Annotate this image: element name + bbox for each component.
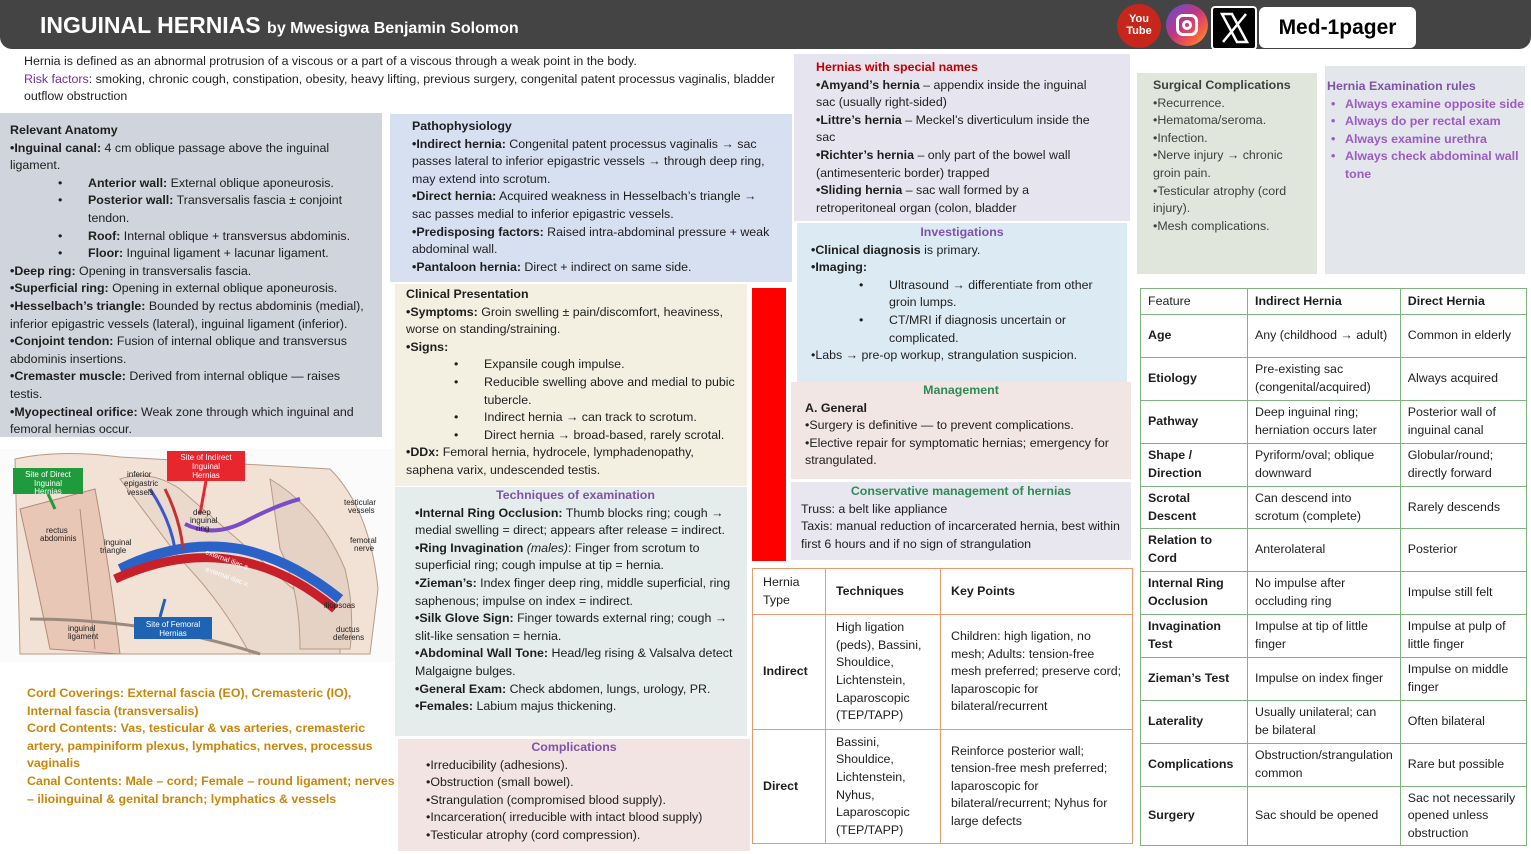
table-cell: Impulse still felt [1400,572,1526,615]
table-cell: Usually unilateral; can be bilateral [1248,701,1401,744]
patho-title: Pathophysiology [412,119,512,133]
cord-coverings [27,685,395,808]
table-row [1141,401,1527,444]
table-row [1141,615,1527,658]
red-accent-bar [752,288,786,561]
table-row [1141,529,1527,572]
imaging-label: •Imaging: [811,260,867,275]
list-item: Canal Contents: Male – cord; Female – round ligament; nerves – ilioinguinal & genital branch; lymphatics & vessels [27,773,395,806]
svg-text:ligament: ligament [68,632,99,641]
list-item: •Internal Ring Occlusion: Thumb blocks ring; cough → medial swelling = direct; appears after release = indirect. [415,505,725,538]
list-item: •Testicular atrophy (cord compression). [426,827,641,842]
table-row [1141,701,1527,744]
instagram-icon[interactable] [1166,4,1208,46]
svg-text:Hernias: Hernias [34,487,62,496]
list-item: •Obstruction (small bowel). [426,775,574,790]
list-item: •Richter’s hernia – only part of the bowel wall (antimesenteric border) trapped [816,147,1071,180]
table-row [1141,744,1527,787]
table-cell: Impulse on index finger [1248,658,1401,701]
table-cell: Etiology [1141,358,1248,401]
table-cell: Bassini, Shouldice, Lichtenstein, Nyhus, Laparoscopic (TEP/TAPP) [826,730,941,844]
column-header: Feature [1141,289,1248,315]
surgical-complications-panel [1137,73,1317,274]
table-cell: Impulse at tip of little finger [1248,615,1401,658]
conservative-title: Conservative management of hernias [850,484,1072,498]
svg-text:triangle: triangle [100,546,127,555]
list-item: Cord Contents: Vas, testicular & vas arteries, cremasteric artery, pampiniform plexus, lymphatics, nerves, processus vaginalis [27,721,373,771]
table-cell: Posterior wall of inguinal canal [1400,401,1526,444]
list-item: •Silk Glove Sign: Finger towards external ring; cough → slit-like sensation = hernia. [415,611,728,643]
table-cell: Scrotal Descent [1141,487,1248,529]
investigations-panel [797,223,1127,383]
table-row [753,730,1133,844]
svg-text:testicular: testicular [344,498,377,507]
list-item: •Surgery is definitive — to prevent complications. [805,418,1074,433]
column-header: Direct Hernia [1400,289,1526,315]
table-cell: Pathway [1141,401,1248,444]
list-item: • Always do per rectal exam [1345,113,1525,131]
table-cell: Pre-existing sac (congenital/acquired) [1248,358,1401,401]
table-cell: Age [1141,315,1248,358]
table-cell: Obstruction/strangulation common [1248,744,1401,787]
imaging-list [811,277,1113,347]
table-cell: Deep inguinal ring; herniation occurs later [1248,401,1401,444]
list-item: •Myopectineal orifice: Weak zone through which inguinal and femoral hernias occur. [10,404,354,437]
list-item: •Deep ring: Opening in transversalis fascia. [10,263,252,278]
list-item: •Zieman’s: Index finger deep ring, middle superficial, ring saphenous; impulse on index = indirect. [415,575,731,608]
svg-text:deep: deep [193,508,211,517]
table-cell: Internal Ring Occlusion [1141,572,1248,615]
list-item: •Irreducibility (adhesions). [426,757,569,772]
management-panel [791,382,1131,479]
management-subtitle: A. General [805,400,867,415]
list-item: • CT/MRI if diagnosis uncertain or complicated. [889,312,1113,347]
list-item: • Always examine urethra [1345,131,1525,149]
table-cell: Sac should be opened [1248,787,1401,846]
table-row [1141,444,1527,487]
column-header: Hernia Type [753,569,826,615]
svg-text:inguinal: inguinal [190,516,218,525]
indirect-vs-direct-table [1140,288,1527,846]
table-cell: High ligation (peds), Bassini, Shouldice, Lichtenstein, Laparoscopic (TEP/TAPP) [826,615,941,730]
table-row [1141,572,1527,615]
table-row [1141,787,1527,846]
list-item: •Conjoint tendon: Fusion of internal oblique and transversus abdominis insertions. [10,334,347,366]
table-cell: Surgery [1141,787,1248,846]
table-cell: Always acquired [1400,358,1526,401]
ddx: •DDx: Femoral hernia, hydrocele, lymphadenopathy, saphena varix, undescended testis. [406,445,694,477]
list-item: •General Exam: Check abdomen, lungs, urology, PR. [415,681,711,696]
list-item: •Elective repair for symptomatic hernias; emergency for strangulated. [805,435,1109,468]
list-item: •Indirect hernia: Congenital patent processus vaginalis → sac passes lateral to inferior epigastric vessels → through deep ring, may extend into scrotum. [412,136,765,186]
complications-panel [398,739,750,851]
signs-list [406,356,736,444]
label-femoral: Site of Femoral [145,620,201,629]
table-cell: No impulse after occluding ring [1248,572,1401,615]
list-item: • Always examine opposite side [1345,96,1525,114]
table-cell: Sac not necessarily opened unless obstruction [1400,787,1526,846]
clinical-presentation-panel [395,284,747,486]
table-cell: Can descend into scrotum (complete) [1248,487,1401,529]
table-cell: Shape / Direction [1141,444,1248,487]
inguinal-anatomy-figure [0,449,395,662]
table-cell: Impulse on middle finger [1400,658,1526,701]
repair-techniques-table [752,568,1133,844]
column-header: Techniques [826,569,941,615]
svg-text:iliopsoas: iliopsoas [324,601,356,610]
list-item: • Ultrasound → differentiate from other groin lumps. [889,277,1113,312]
svg-text:abdominis: abdominis [40,534,77,543]
risk-factors: Risk factors: smoking, chronic cough, constipation, obesity, heavy lifting, previous surgery, congenital patent processus vaginalis, bladder outflow obstruction [24,71,775,104]
list-item: •Direct hernia: Acquired weakness in Hesselbach’s triangle → sac passes medial to inferior epigastric vessels. [412,189,757,221]
youtube-icon[interactable]: You Tube [1117,4,1161,48]
list-item: •Ring Invagination (males): Finger from scrotum to superficial ring; cough impulse at tip = hernia. [415,540,700,573]
pathophysiology-panel [390,114,792,282]
table-cell: Common in elderly [1400,315,1526,358]
table-cell: Any (childhood → adult) [1248,315,1401,358]
svg-text:Inguinal: Inguinal [33,479,63,488]
labs: •Labs → pre-op workup, strangulation suspicion. [811,348,1078,363]
table-cell: Reinforce posterior wall; tension-free mesh preferred; laparoscopic for bilateral/recurrent; Nyhus for large defects [941,730,1133,844]
svg-text:Hernias: Hernias [192,471,220,480]
list-item: • Floor: Inguinal ligament + lacunar ligament. [88,245,372,263]
table-cell: Direct [753,730,826,844]
techniques-panel [395,487,747,736]
svg-text:inguinal: inguinal [104,538,132,547]
exam-rules-panel [1325,66,1525,274]
intro-section [24,53,794,106]
page-title: INGUINAL HERNIAS by Mwesigwa Benjamin Solomon [40,12,519,38]
table-cell: Anterolateral [1248,529,1401,572]
exam-rules-list [1327,96,1525,184]
table-row [1141,358,1527,401]
svg-text:external iliac a.: external iliac a. [204,549,251,572]
svg-text:nerve: nerve [354,544,375,553]
svg-text:vessels: vessels [348,506,375,515]
svg-text:ring: ring [196,524,210,533]
x-icon[interactable] [1211,6,1257,50]
special-title: Hernias with special names [816,60,978,74]
complications-title: Complications [531,740,617,754]
svg-text:deferens: deferens [333,633,365,642]
symptoms: •Symptoms: Groin swelling ± pain/discomfort, heaviness, worse on standing/straining. [406,304,723,337]
anatomy-title: Relevant Anatomy [10,123,118,137]
table-cell: Laterality [1141,701,1248,744]
list-item: •Recurrence. [1153,95,1225,110]
svg-text:external iliac v.: external iliac v. [204,566,250,589]
list-item: •Abdominal Wall Tone: Head/leg rising & Valsalva detect Malgaigne bulges. [415,646,733,678]
svg-text:rectus: rectus [46,526,68,535]
list-item: •Mesh complications. [1153,218,1270,233]
list-item: •Females: Labium majus thickening. [415,699,617,714]
list-item: •Pantaloon hernia: Direct + indirect on same side. [412,259,692,274]
column-header: Indirect Hernia [1248,289,1401,315]
anatomy-panel [0,113,382,437]
list-item: • Anterior wall: External oblique aponeurosis. [88,175,372,193]
table-cell: Globular/round; directly forward [1400,444,1526,487]
table-cell: Children: high ligation, no mesh; Adults: tension-free mesh preferred; preserve cord; laparoscopic for bilateral/recurrent [941,615,1133,730]
table-cell: Complications [1141,744,1248,787]
table-cell: Zieman’s Test [1141,658,1248,701]
techniques-title: Techniques of examination [496,488,655,502]
table-cell: Rare but possible [1400,744,1526,787]
canal-walls-list [10,175,372,263]
list-item: •Littre’s hernia – Meckel’s diverticulum inside the sac [816,112,1090,145]
table-cell: Impulse at pulp of little finger [1400,615,1526,658]
list-item: •Hematoma/seroma. [1153,113,1267,128]
list-item: • Indirect hernia → can track to scrotum. [484,409,736,427]
list-item: •Hesselbach’s triangle: Bounded by rectus abdominis (medial), inferior epigastric vessels (lateral), inguinal ligament (inferior). [10,298,364,331]
investigations-title: Investigations [920,225,1004,239]
svg-text:inferior: inferior [127,470,152,479]
byline: by Mwesigwa Benjamin Solomon [267,20,519,37]
clinical-title: Clinical Presentation [406,287,529,301]
table-header-row [1141,289,1527,315]
list-item: Cord Coverings: External fascia (EO), Cremasteric (IO), Internal fascia (transversalis) [27,686,352,718]
list-item: •Predisposing factors: Raised intra-abdominal pressure + weak abdominal wall. [412,224,770,257]
signs-label: •Signs: [406,339,449,354]
svg-text:Inguinal: Inguinal [191,462,221,471]
special-hernias-panel [794,54,1130,221]
list-item: • Direct hernia → broad-based, rarely scrotal. [484,427,736,445]
list-item: •Superficial ring: Opening in external oblique aponeurosis. [10,281,338,296]
table-row [1141,315,1527,358]
list-item: • Posterior wall: Transversalis fascia ± conjoint tendon. [88,192,372,227]
svg-text:vessels: vessels [127,488,154,497]
table-cell: Invagination Test [1141,615,1248,658]
table-cell: Pyriform/oval; oblique downward [1248,444,1401,487]
table-row [753,615,1133,730]
table-cell: Indirect [753,615,826,730]
list-item: •Cremaster muscle: Derived from internal oblique — raises testis. [10,369,341,401]
definition-text: Hernia is defined as an abnormal protrusion of a viscous or a part of a viscous through a weak point in the body. [24,54,637,68]
table-row [1141,658,1527,701]
table-cell: Often bilateral [1400,701,1526,744]
management-title: Management [923,383,999,397]
table-cell: Posterior [1400,529,1526,572]
list-item: •Nerve injury → chronic groin pain. [1153,148,1283,180]
list-item: • Roof: Internal oblique + transversus abdominis. [88,228,372,246]
table-header-row [753,569,1133,615]
list-item: •Strangulation (compromised blood supply). [426,792,666,807]
list-item: • Expansile cough impulse. [484,356,736,374]
list-item: •Infection. [1153,130,1208,145]
table-row [1141,487,1527,529]
conservative-panel [791,482,1131,560]
table-cell: Rarely descends [1400,487,1526,529]
list-item: •Sliding hernia – sac wall formed by a retroperitoneal organ (colon, bladder [816,183,1029,215]
exam-rules-title: Hernia Examination rules [1327,79,1476,93]
list-item: Taxis: manual reduction of incarcerated hernia, best within first 6 hours and if no sign of strangulation [801,519,1120,551]
list-item: • Always check abdominal wall tone [1345,148,1525,183]
list-item: •Amyand’s hernia – appendix inside the inguinal sac (usually right-sided) [816,77,1087,110]
list-item: •Incarceration( irreducible with intact blood supply) [426,810,703,825]
svg-text:femoral: femoral [350,536,377,545]
label-direct: Site of Direct [25,470,71,479]
svg-text:epigastric: epigastric [124,479,159,488]
surgical-title: Surgical Complications [1153,78,1291,92]
anatomy-canal: •Inguinal canal: 4 cm oblique passage above the inguinal ligament. [10,140,330,173]
list-item: Truss: a belt like appliance [801,501,948,516]
label-indirect: Site of Indirect [180,453,232,462]
svg-text:Hernias: Hernias [159,629,187,638]
table-cell: Relation to Cord [1141,529,1248,572]
column-header: Key Points [941,569,1133,615]
list-item: •Testicular atrophy (cord injury). [1153,183,1287,216]
svg-text:inguinal: inguinal [68,624,96,633]
list-item: • Reducible swelling above and medial to pubic tubercle. [484,374,736,409]
svg-text:ductus: ductus [336,625,360,634]
clinical-diagnosis: •Clinical diagnosis is primary. [811,242,981,257]
brand-label[interactable]: Med-1pager [1259,7,1416,48]
